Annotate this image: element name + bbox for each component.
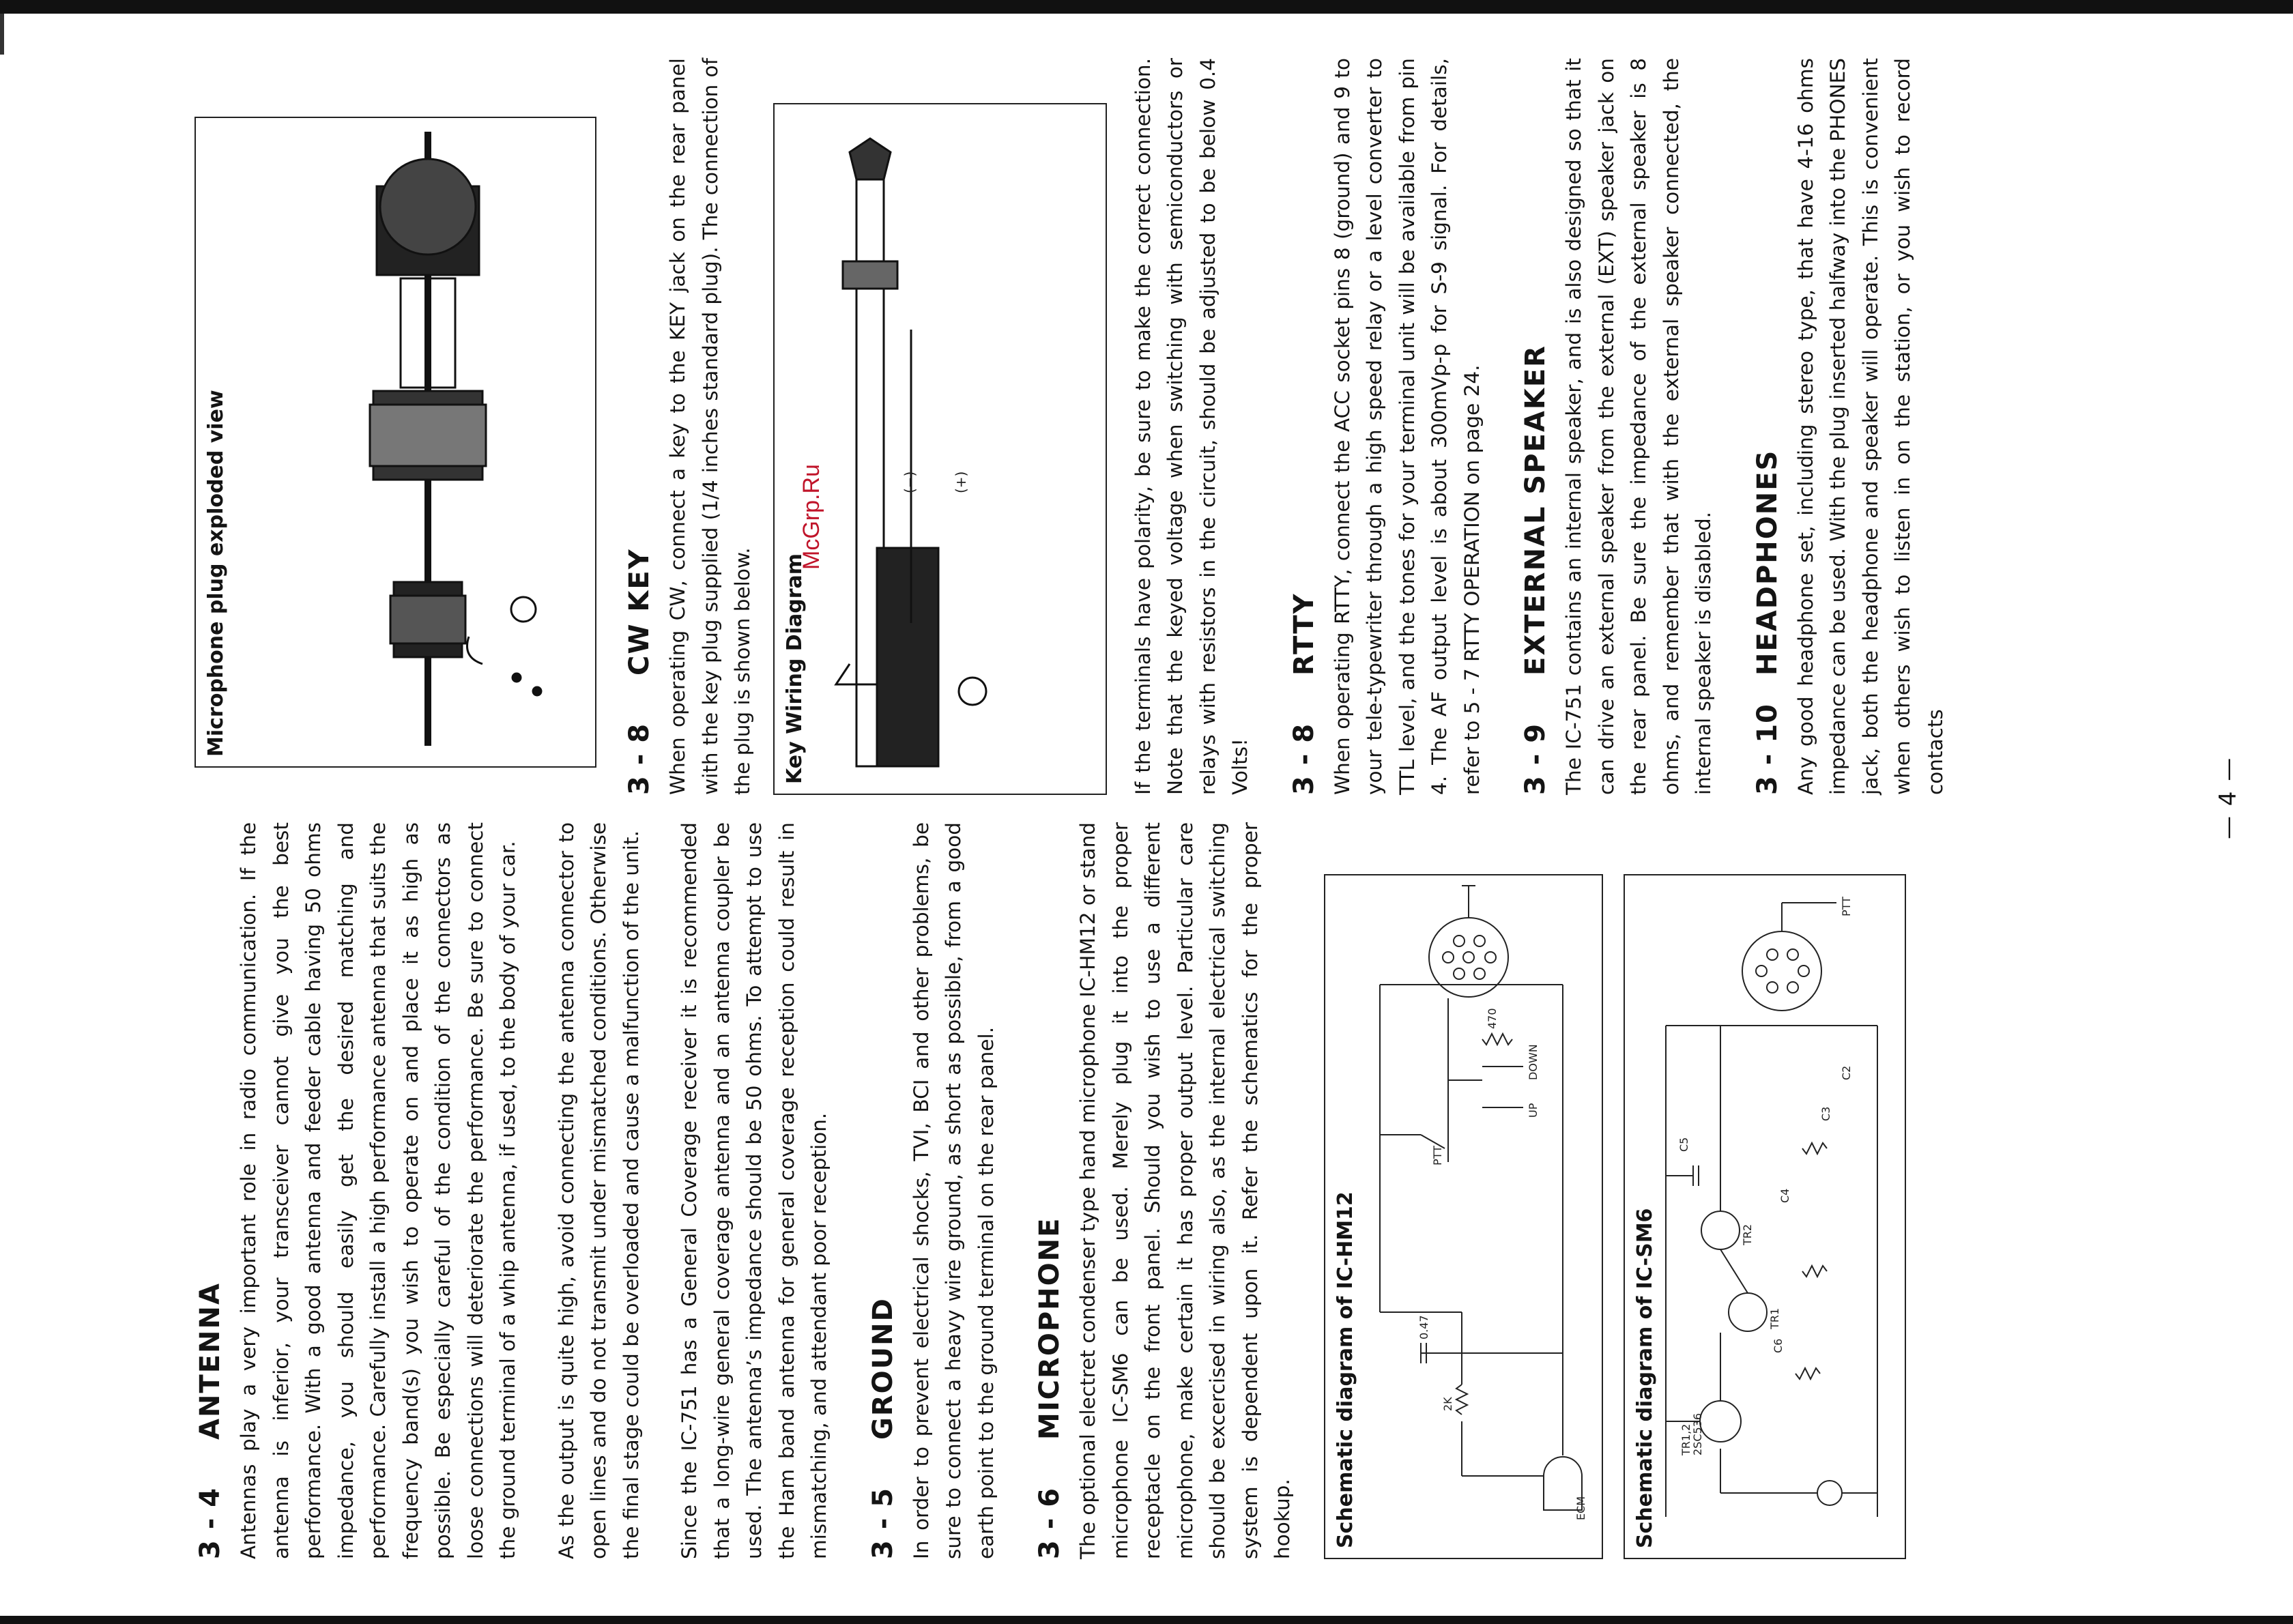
section-title: MICROPHONE — [1034, 1217, 1065, 1440]
label-plus: (+) — [952, 471, 969, 493]
label-c1: 0.47 — [1417, 1315, 1430, 1339]
label-c4: C4 — [1778, 1188, 1791, 1203]
paragraph: When operating RTTY, connect the ACC socket pins 8 (ground) and 9 to your tele-typewriter through a high speed relay or a level converter to TTL level, and the tones for your terminal unit will be available from pin 4. The AF output level is about 300mVp-p for S-9 signal. For details, refer to 5 - 7 RTTY OPERATION on page 24. — [1330, 58, 1484, 795]
schematic-ic-hm12 — [1324, 874, 1603, 1559]
figure-key-wiring — [773, 103, 1107, 795]
label-c6: C6 — [1771, 1338, 1785, 1353]
section-title: ANTENNA — [194, 1282, 226, 1440]
section-title: HEADPHONES — [1751, 449, 1783, 676]
paragraph: Antennas play a very important role in radio communication. If the antenna is inferior, your transceiver cannot give you the best performance. With a good antenna and feeder cable having 50 ohms impedance, you should easily get the desired matching and performance. Carefully install a high performance antenna that suits the frequency band(s) you wish to operate on and place it as high as possible. Be especially careful of the condition of the connectors as loose connections will deteriorate the performance. Be sure to connect the ground terminal of a whip antenna, if used, to the body of your car. — [237, 822, 519, 1559]
paragraph: Since the IC-751 has a General Coverage receiver it is recommended that a long-wire general coverage antenna and an antenna coupler be used. The antenna’s impedance should be 50 ohms. To attempt to use the Ham band antenna for general coverage reception could result in mismatching, and attendant poor reception. — [678, 822, 831, 1559]
section-heading — [1034, 822, 1065, 1559]
label-tr2: TR2 — [1740, 1223, 1754, 1245]
schematic-ic-sm6 — [1624, 874, 1906, 1559]
label-c3: C3 — [1819, 1106, 1832, 1121]
section-number: 3 - 5 — [867, 1487, 899, 1559]
section-antenna — [194, 822, 836, 1559]
section-external-speaker — [1520, 58, 1720, 795]
key-plug-drawing — [775, 104, 1106, 794]
section-title: CW KEY — [624, 548, 655, 676]
section-microphone — [1034, 822, 1299, 1559]
label-part: 2SC536 — [1690, 1412, 1704, 1455]
label-down: DOWN — [1526, 1044, 1540, 1080]
left-column — [194, 822, 1906, 1559]
page-number: — 4 — — [2215, 756, 2242, 839]
label-r2: 470 — [1485, 1008, 1499, 1029]
section-number: 3 - 8 — [624, 723, 655, 795]
section-heading — [624, 58, 655, 795]
label-minus: (−) — [901, 471, 918, 493]
label-ecm: ECM — [1574, 1496, 1587, 1520]
figure-title: Schematic diagram of IC-SM6 — [1632, 1208, 1657, 1548]
watermark: McGrp.Ru — [798, 464, 824, 570]
section-ground — [867, 822, 1003, 1559]
section-heading — [1288, 58, 1320, 795]
section-number: 3 - 6 — [1034, 1487, 1065, 1559]
figure-microphone-plug — [194, 117, 596, 768]
section-heading — [1752, 58, 1783, 795]
section-number: 3 - 4 — [194, 1487, 226, 1559]
section-headphones — [1752, 58, 1952, 795]
label-c2: C2 — [1839, 1065, 1853, 1080]
section-heading — [867, 822, 899, 1559]
label-r1: 2K — [1441, 1397, 1454, 1411]
section-rtty — [1288, 58, 1489, 795]
paragraph: In order to prevent electrical shocks, TVI, BCI and other problems, be sure to connect a heavy wire ground, as short as possible, from a good earth point to the ground terminal on the rear panel. — [909, 822, 998, 1559]
section-heading — [1520, 58, 1551, 795]
hm12-circuit-drawing — [1325, 875, 1602, 1558]
label-c5: C5 — [1677, 1137, 1690, 1152]
paragraph: As the output is quite high, avoid connecting the antenna connector to open lines and do not transmit under mismatched conditions. Otherwise the final stage could be overloaded and cause a malfunction of the unit. — [554, 822, 643, 1559]
paragraph: The IC-751 contains an internal speaker, and is also designed so that it can drive an external speaker from the external (EXT) speaker jack on the rear panel. Be sure the impedance of the external speaker is 8 ohms, and remember that with the external speaker connected, the internal speaker is disabled. — [1562, 58, 1715, 795]
sm6-circuit-drawing — [1625, 875, 1905, 1558]
label-ptt: PTT — [1839, 897, 1853, 916]
section-heading — [194, 822, 226, 1559]
section-number: 3 - 9 — [1520, 723, 1551, 795]
paragraph: The optional electret condenser type hand microphone IC-HM12 or stand microphone IC-SM6 can be used. Merely plug it into the proper receptacle on the front panel. Should you wish to use a different microphone, make certain it has proper output level. Particular care should be excercised in wiring also, as the internal electrical switching system is dependent upon it. Refer the schematics for the proper hookup. — [1076, 822, 1294, 1559]
section-title: GROUND — [867, 1297, 899, 1440]
paragraph: If the terminals have polarity, be sure to make the correct connection. Note that the keyed voltage when switching with semiconductors or relays with resistors in the circuit, should be adjusted to be below 0.4 Volts! — [1131, 58, 1252, 795]
figure-title: Microphone plug exploded view — [204, 390, 228, 757]
paragraph: When operating CW, connect a key to the KEY jack on the rear panel with the key plug supplied (1/4 inches standard plug). The connection of the plug is shown below. — [666, 58, 754, 795]
mic-plug-drawing — [196, 118, 595, 766]
label-up: UP — [1526, 1103, 1540, 1118]
section-title: EXTERNAL SPEAKER — [1520, 345, 1551, 676]
figure-title: Schematic diagram of IC-HM12 — [1333, 1191, 1357, 1548]
section-number: 3 - 8 — [1288, 723, 1320, 795]
section-number: 3 - 10 — [1751, 704, 1783, 795]
label-ptt: PTT — [1430, 1146, 1444, 1165]
figure-title: Key Wiring Diagram — [782, 553, 807, 784]
section-cw-key — [624, 58, 1257, 795]
label-tr12: TR1,2 — [1679, 1423, 1692, 1455]
section-title: RTTY — [1288, 592, 1320, 676]
paragraph: Any good headphone set, including stereo type, that have 4-16 ohms impedance can be used. With the plug inserted halfway into the PHONES jack, both the headphone and speaker will operate. This is convenient when others wish to listen in on the station, or you wish to record contacts — [1793, 58, 1947, 795]
label-tr1: TR1 — [1768, 1307, 1781, 1329]
right-column — [194, 58, 1983, 795]
